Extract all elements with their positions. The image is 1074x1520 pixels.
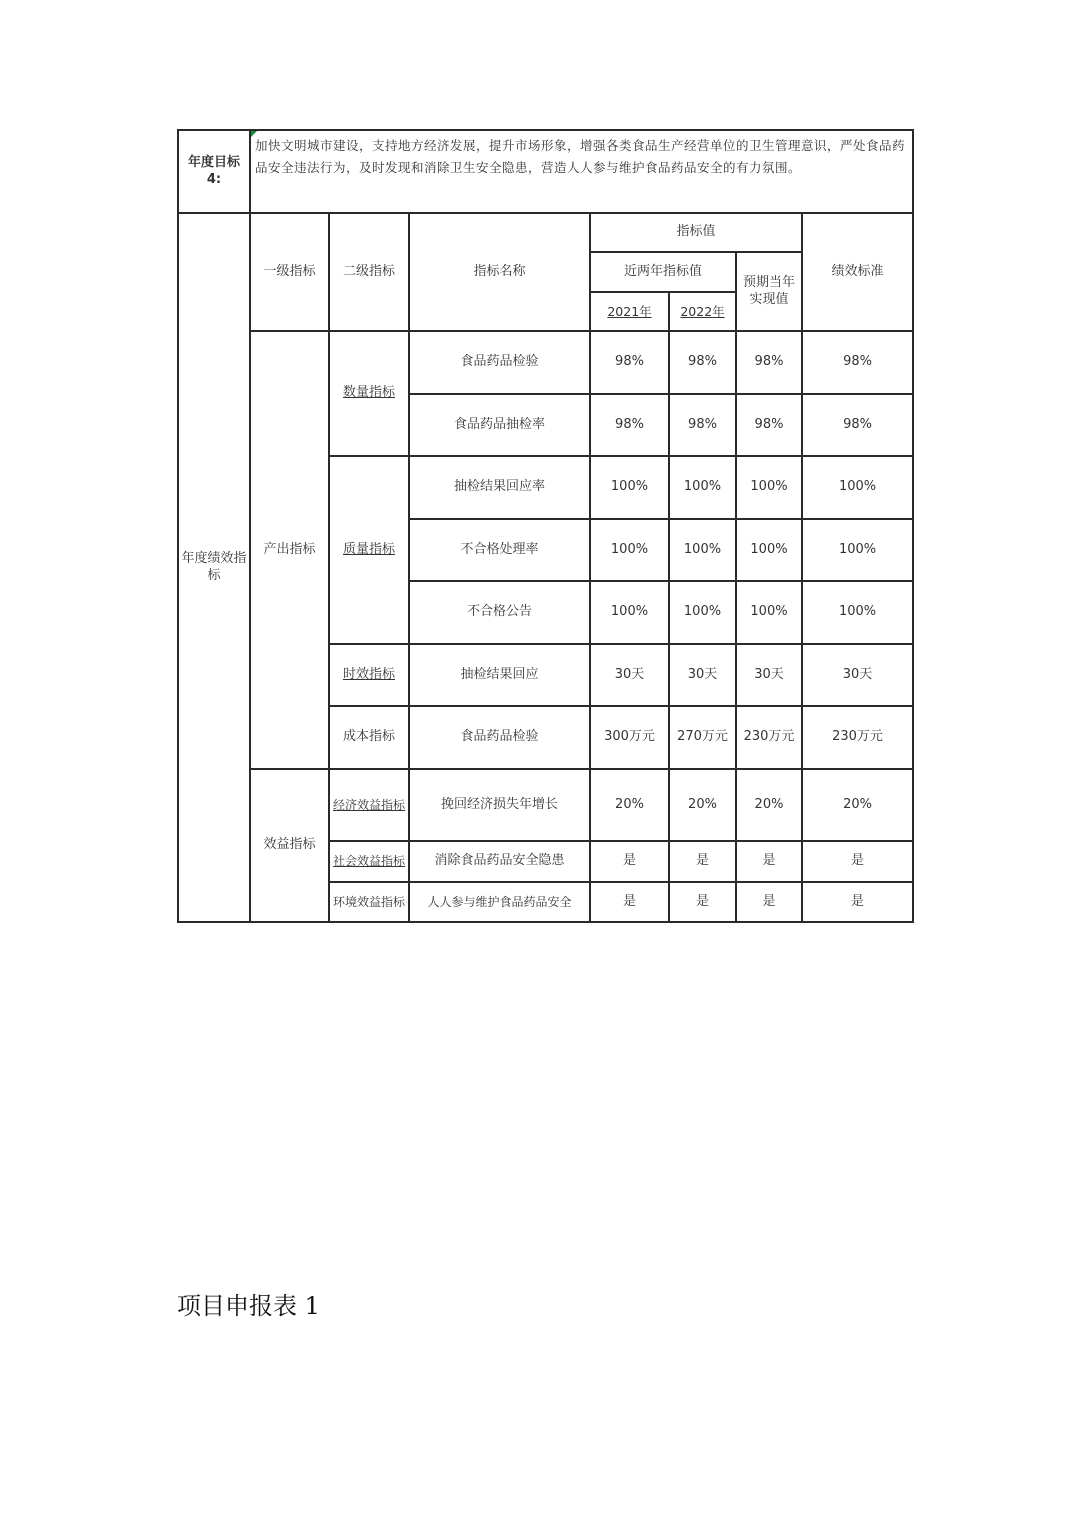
value-2021: 100% <box>590 519 669 581</box>
value-expected: 是 <box>736 841 802 882</box>
value-standard: 30天 <box>802 644 913 706</box>
indicator-name: 食品药品检验 <box>409 706 590 769</box>
value-2021: 300万元 <box>590 706 669 769</box>
table-row <box>178 769 913 841</box>
value-standard: 100% <box>802 456 913 519</box>
value-2022: 是 <box>669 882 736 922</box>
value-expected: 20% <box>736 769 802 841</box>
value-2021: 98% <box>590 331 669 394</box>
header-expected <box>736 252 802 331</box>
indicator-name: 消除食品药品安全隐患 <box>409 841 590 882</box>
table-row <box>178 331 913 394</box>
value-2022: 100% <box>669 581 736 644</box>
value-2021: 30天 <box>590 644 669 706</box>
header-recent: 近两年指标值 <box>590 252 736 292</box>
group-timeliness: 时效指标 <box>329 644 409 706</box>
indicator-name: 抽检结果回应 <box>409 644 590 706</box>
indicator-name: 不合格处理率 <box>409 519 590 581</box>
group-environmental-text: 环境效益指标 <box>333 894 406 909</box>
indicator-name: 不合格公告 <box>409 581 590 644</box>
value-standard: 100% <box>802 519 913 581</box>
value-2021: 20% <box>590 769 669 841</box>
value-standard: 230万元 <box>802 706 913 769</box>
goal-label: 年度目标4: <box>178 130 250 213</box>
value-expected: 是 <box>736 882 802 922</box>
value-2021: 98% <box>590 394 669 456</box>
group-benefit: 效益指标 <box>250 769 329 922</box>
value-2021: 是 <box>590 841 669 882</box>
value-standard: 是 <box>802 841 913 882</box>
value-standard: 20% <box>802 769 913 841</box>
value-2022: 是 <box>669 841 736 882</box>
value-standard: 98% <box>802 331 913 394</box>
group-environmental <box>329 882 409 922</box>
value-expected: 100% <box>736 581 802 644</box>
group-social-text: 社会效益指标 <box>333 854 406 868</box>
value-expected: 100% <box>736 519 802 581</box>
value-expected: 98% <box>736 331 802 394</box>
indicator-name: 挽回经济损失年增长 <box>409 769 590 841</box>
section-label: 年度绩效指标 <box>178 213 250 922</box>
group-social <box>329 841 409 882</box>
value-expected: 98% <box>736 394 802 456</box>
group-quantity: 数量指标 <box>329 331 409 456</box>
performance-table <box>177 129 914 923</box>
group-economic <box>329 769 409 841</box>
header-value: 指标值 <box>590 213 802 252</box>
value-standard: 98% <box>802 394 913 456</box>
indicator-name: 食品药品检验 <box>409 331 590 394</box>
header-standard: 绩效标准 <box>802 213 913 331</box>
value-2021: 100% <box>590 581 669 644</box>
value-2022: 100% <box>669 456 736 519</box>
value-standard: 100% <box>802 581 913 644</box>
goal-text-content: 加快文明城市建设，支持地方经济发展，提升市场形象，增强各类食品生产经营单位的卫生管理意识，严处食品药品安全违法行为，及时发现和消除卫生安全隐患，营造人人参与维护食品药品安全的有力氛围。 <box>255 138 906 175</box>
value-expected: 30天 <box>736 644 802 706</box>
value-2022: 98% <box>669 394 736 456</box>
comment-marker <box>251 131 257 137</box>
group-cost: 成本指标 <box>329 706 409 769</box>
group-output: 产出指标 <box>250 331 329 769</box>
header-expected-text: 预期当年实现值 <box>742 275 795 307</box>
header-name: 指标名称 <box>409 213 590 331</box>
indicator-name: 食品药品抽检率 <box>409 394 590 456</box>
indicator-name: 抽检结果回应率 <box>409 456 590 519</box>
value-2022: 20% <box>669 769 736 841</box>
header-2021: 2021年 <box>590 292 669 331</box>
value-2022: 100% <box>669 519 736 581</box>
indicator-name-text: 人人参与维护食品药品安全 <box>427 894 572 909</box>
value-2021: 100% <box>590 456 669 519</box>
header-level2: 二级指标 <box>329 213 409 331</box>
value-standard: 是 <box>802 882 913 922</box>
value-expected: 230万元 <box>736 706 802 769</box>
form-title: 项目申报表 1 <box>177 1292 320 1320</box>
goal-text <box>250 130 913 213</box>
value-2022: 270万元 <box>669 706 736 769</box>
group-quality: 质量指标 <box>329 456 409 644</box>
value-2022: 30天 <box>669 644 736 706</box>
header-row-1 <box>178 213 913 252</box>
group-economic-text: 经济效益指标 <box>333 797 406 812</box>
value-2021: 是 <box>590 882 669 922</box>
value-2022: 98% <box>669 331 736 394</box>
header-level1: 一级指标 <box>250 213 329 331</box>
goal-row <box>178 130 913 213</box>
header-2022: 2022年 <box>669 292 736 331</box>
value-expected: 100% <box>736 456 802 519</box>
indicator-name <box>409 882 590 922</box>
